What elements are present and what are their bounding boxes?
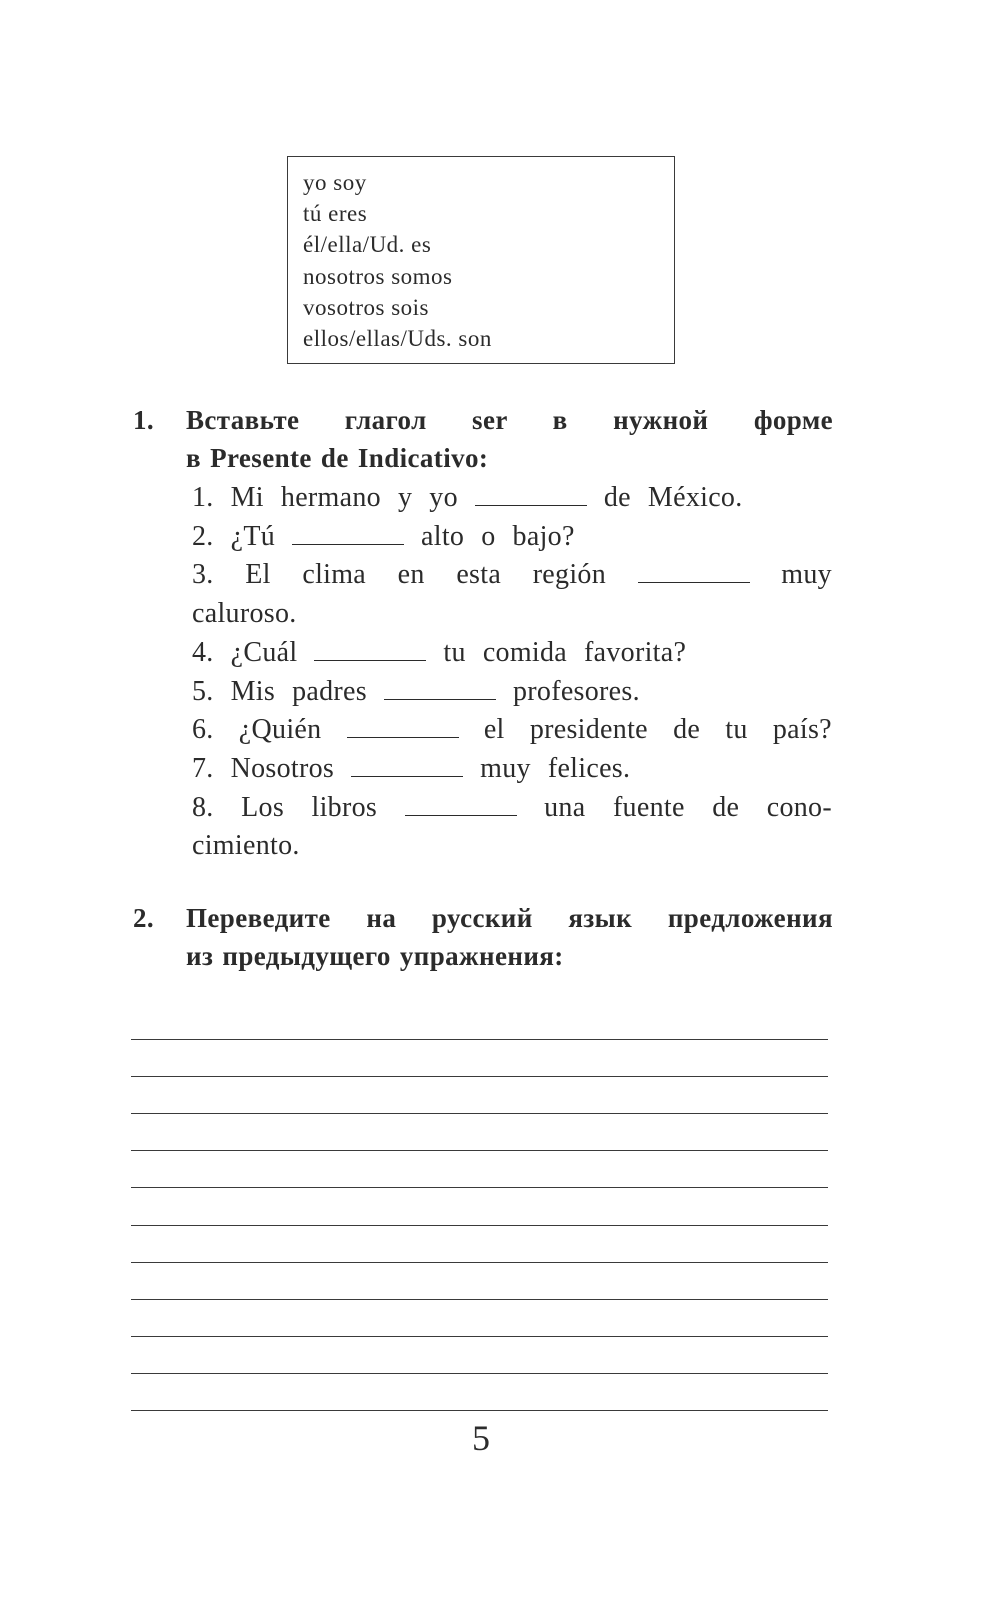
exercise-item-2: 2. ¿Tú alto o bajo? — [192, 518, 832, 557]
answer-line[interactable] — [131, 1114, 828, 1151]
exercise-item-4: 4. ¿Cuál tu comida favorita? — [192, 634, 832, 673]
exercise-item-1: 1. Mi hermano y yo de México. — [192, 479, 832, 518]
conjugation-line-el: él/ella/Ud. es — [303, 232, 432, 258]
answer-line[interactable] — [131, 1374, 828, 1411]
conjugation-line-vosotros: vosotros sois — [303, 294, 429, 320]
answer-line[interactable] — [131, 1077, 828, 1114]
answer-blank[interactable] — [384, 673, 496, 700]
conjugation-line-ellos: ellos/ellas/Uds. son — [303, 326, 492, 352]
conjugation-box — [287, 156, 675, 364]
answer-blank[interactable] — [475, 479, 587, 506]
exercise-item-6: 6. ¿Quién el presidente de tu país? — [192, 711, 832, 750]
answer-line[interactable] — [131, 1226, 828, 1263]
page-number: 5 — [472, 1418, 490, 1458]
answer-blank[interactable] — [314, 634, 426, 661]
answer-blank[interactable] — [292, 518, 404, 545]
exercise-2-title-line-2: из предыдущего упражнения: — [186, 941, 564, 971]
exercise-item-3-continuation: caluroso. — [192, 598, 297, 630]
exercise-item-8: 8. Los libros una fuente de cono- — [192, 789, 832, 828]
exercise-item-8-continuation: cimiento. — [192, 830, 300, 862]
conjugation-line-yo: yo soy — [303, 170, 367, 195]
answer-blank[interactable] — [347, 711, 459, 738]
answer-line[interactable] — [131, 1188, 828, 1225]
exercise-1-title-line-2: в Presente de Indicativo: — [186, 443, 489, 473]
answer-line[interactable] — [131, 1300, 828, 1337]
exercise-item-3: 3. El clima en esta región muy — [192, 556, 832, 595]
answer-blank[interactable] — [405, 789, 517, 816]
conjugation-line-nosotros: nosotros somos — [303, 263, 453, 289]
exercise-1-items — [192, 479, 832, 866]
answer-blank[interactable] — [638, 556, 750, 583]
exercise-item-5: 5. Mis padres profesores. — [192, 673, 832, 712]
exercise-1-title-line-1: Вставьте глагол ser в нужной форме — [186, 405, 833, 435]
answer-line[interactable] — [131, 1151, 828, 1188]
answer-line[interactable] — [131, 1040, 828, 1077]
exercise-2-title-line-1: Переведите на русский язык предложения — [186, 903, 833, 933]
exercise-2-number: 2. — [133, 903, 155, 933]
answer-blank[interactable] — [351, 750, 463, 777]
answer-lines — [131, 1003, 828, 1411]
answer-line[interactable] — [131, 1003, 828, 1040]
exercise-item-7: 7. Nosotros muy felices. — [192, 750, 832, 789]
answer-line[interactable] — [131, 1337, 828, 1374]
exercise-1-number: 1. — [133, 405, 155, 435]
answer-line[interactable] — [131, 1263, 828, 1300]
conjugation-line-tu: tú eres — [303, 201, 368, 227]
